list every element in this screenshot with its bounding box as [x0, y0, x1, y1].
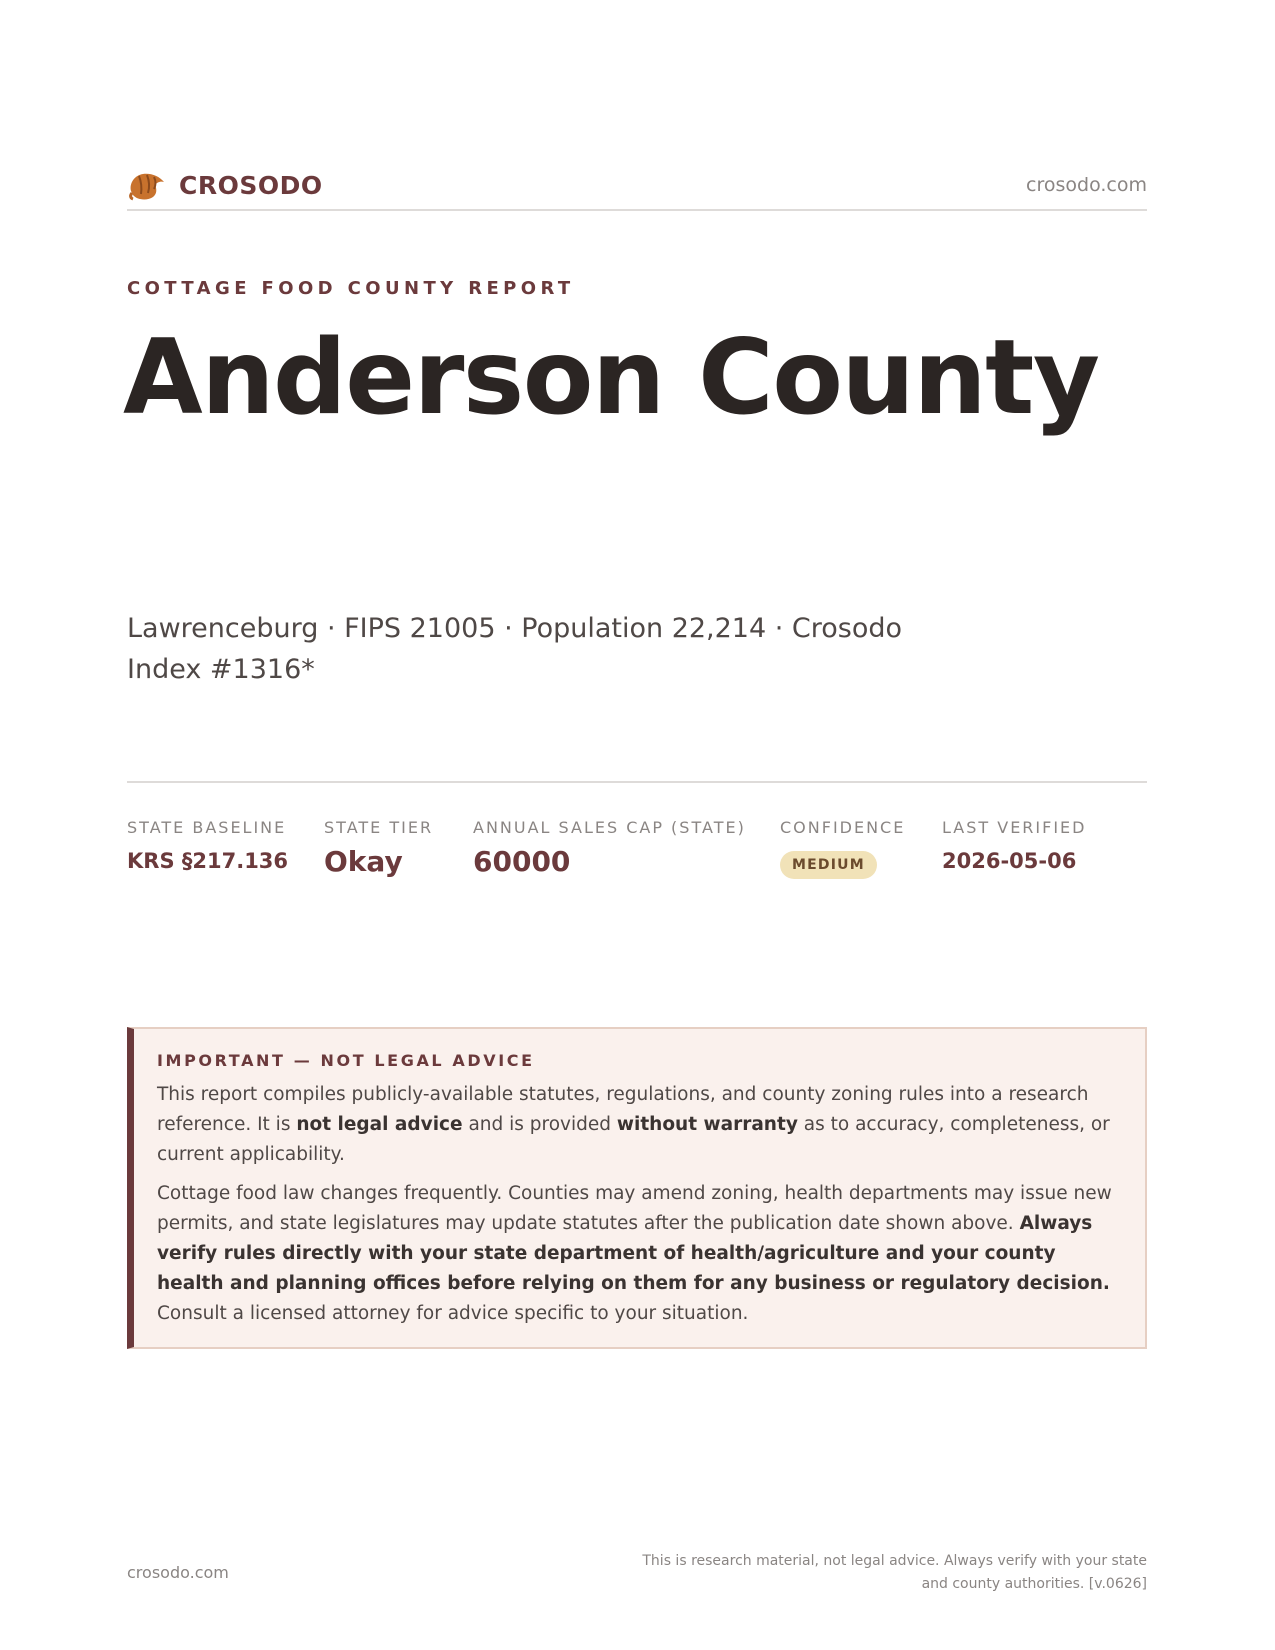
- notice-paragraph-1: [157, 1080, 1121, 1170]
- county-subtitle: Lawrenceburg · FIPS 21005 · Population 22,214 · Crosodo Index #1316*: [127, 613, 903, 685]
- report-page: [123, 0, 1147, 1650]
- county-title: Anderson County: [123, 318, 1099, 438]
- emphasis-without-warranty: without warranty: [616, 1114, 798, 1135]
- stat-state-baseline: [127, 818, 288, 873]
- brand[interactable]: [127, 167, 323, 203]
- brand-name: CROSODO: [179, 170, 323, 200]
- text-run: This report compiles publicly-available statutes, regulations, and county zoning rules into a research reference. It is: [157, 1084, 1089, 1135]
- footer-disclaimer: This is research material, not legal advice. Always verify with your state and county authorities. [v.0626]: [642, 1553, 1147, 1592]
- stat-state-tier: [324, 818, 433, 878]
- page-header: [127, 160, 1147, 210]
- footer-site-url[interactable]: crosodo.com: [127, 1563, 229, 1582]
- text-run: Cottage food law changes frequently. Counties may amend zoning, health departments may issue new permits, and state legislatures may update statutes after the publication date shown above.: [157, 1183, 1112, 1234]
- stats-row: [127, 818, 1147, 898]
- stat-label: STATE TIER: [324, 818, 434, 837]
- text-run: Consult a licensed attorney for advice specific to your situation.: [157, 1303, 749, 1324]
- stat-value: Okay: [324, 845, 403, 878]
- header-divider: [127, 209, 1147, 211]
- croissant-icon: [127, 167, 167, 203]
- stat-label: STATE BASELINE: [127, 818, 287, 837]
- stat-label: LAST VERIFIED: [942, 818, 1087, 837]
- notice-paragraph-2: [157, 1179, 1121, 1329]
- text-run: as to accuracy, completeness, or current applicability.: [157, 1114, 1110, 1165]
- text-run: and is provided: [462, 1114, 617, 1135]
- report-eyebrow: COTTAGE FOOD COUNTY REPORT: [127, 278, 575, 299]
- legal-notice: [127, 1027, 1147, 1349]
- stat-label: CONFIDENCE: [780, 818, 906, 837]
- stats-divider: [127, 781, 1147, 783]
- site-url[interactable]: crosodo.com: [1026, 174, 1147, 196]
- stat-value: KRS §217.136: [127, 849, 289, 873]
- stat-value: 60000: [473, 845, 571, 878]
- stat-label: ANNUAL SALES CAP (STATE): [473, 818, 746, 837]
- emphasis-verify-rules: Always verify rules directly with your state department of health/agriculture and your county health and planning offices before relying on them for any business or regulatory decision.: [157, 1213, 1110, 1294]
- stat-confidence: [780, 818, 905, 879]
- confidence-badge: MEDIUM: [780, 851, 877, 879]
- notice-heading: IMPORTANT — NOT LEGAL ADVICE: [157, 1051, 535, 1070]
- stat-last-verified: [942, 818, 1086, 873]
- stat-annual-sales-cap: [473, 818, 746, 878]
- stat-value: 2026-05-06: [942, 849, 1077, 873]
- emphasis-not-legal-advice: not legal advice: [296, 1114, 463, 1135]
